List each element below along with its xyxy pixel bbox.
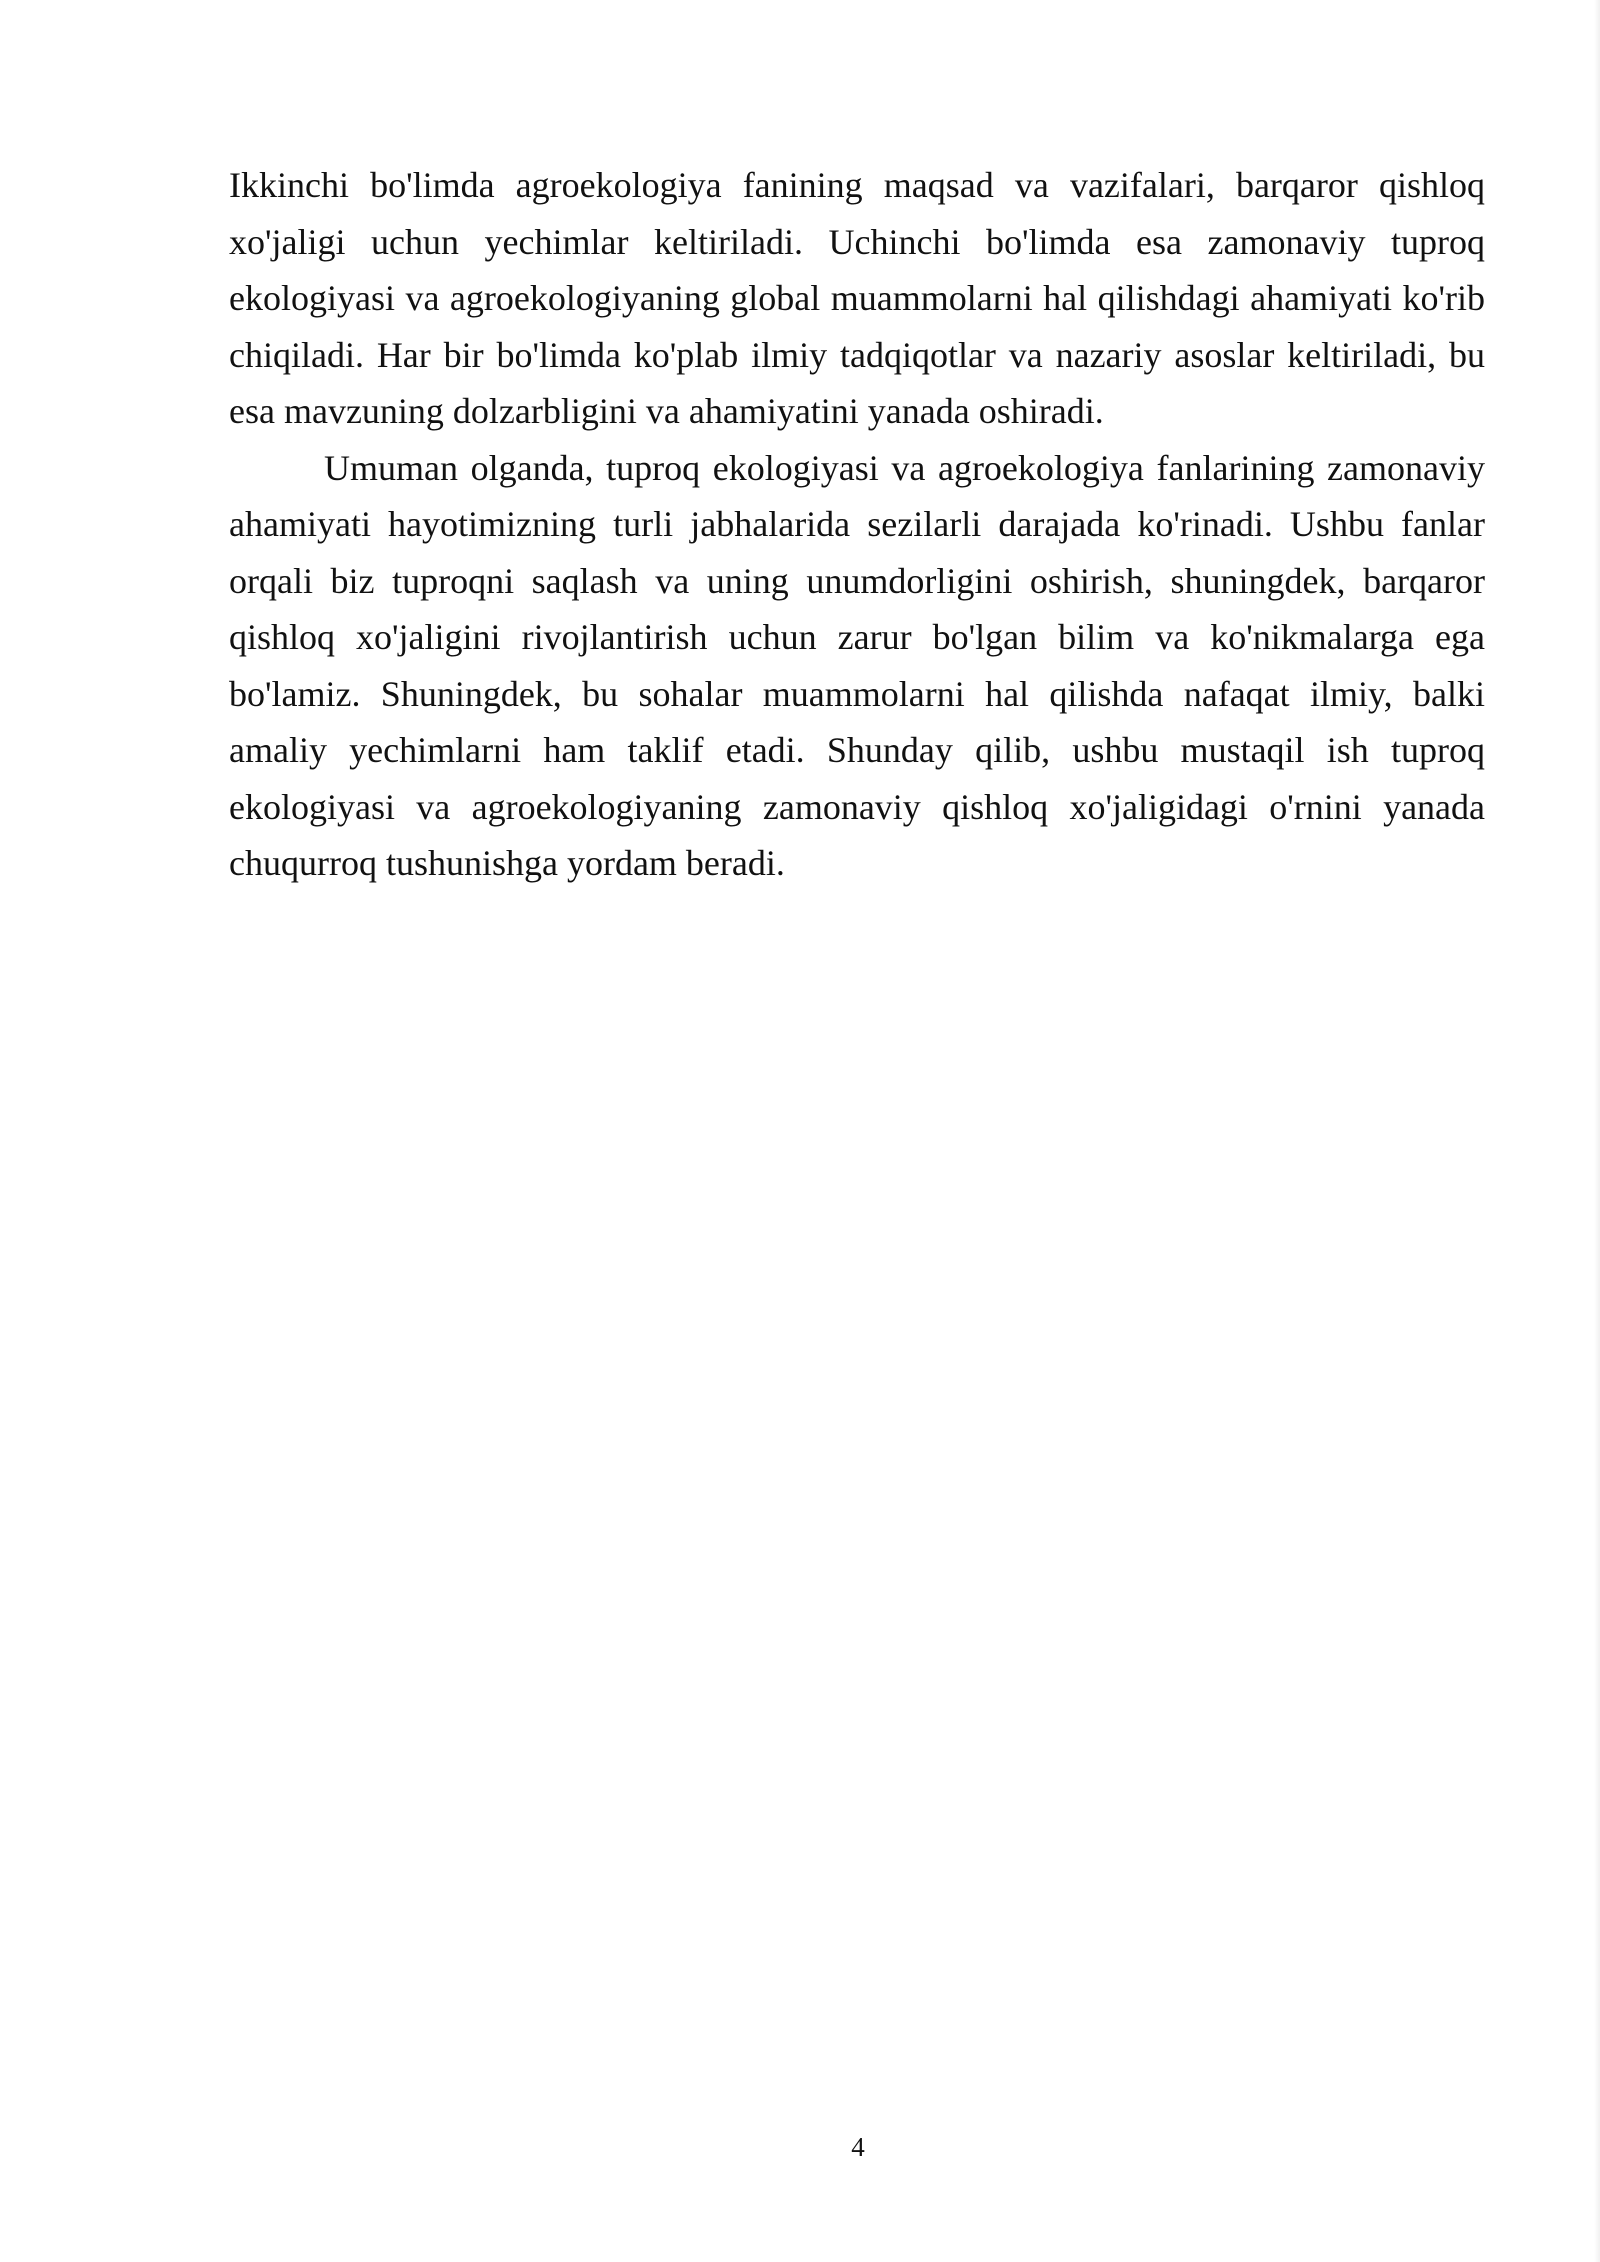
paragraph-conclusion: Umuman olganda, tuproq ekologiyasi va agroekologiya fanlarining zamonaviy ahamiyati hayotimizning turli jabhalarida sezilarli darajada ko'rinadi. Ushbu fanlar orqali biz tuproqni saqlash va uning unumdorligini oshirish, shuningdek, barqaror qishloq xo'jaligini rivojlantirish uchun zarur bo'lgan bilim va ko'nikmalarga ega bo'lamiz. Shuningdek, bu sohalar muammolarni hal qilishda nafaqat ilmiy, balki amaliy yechimlarni ham taklif etadi. Shunday qilib, ushbu mustaqil ish tuproq ekologiyasi va agroekologiyaning zamonaviy qishloq xo'jaligidagi o'rnini yanada chuqurroq tushunishga yordam beradi.	[229, 447, 1485, 883]
page-edge-shadow	[1594, 0, 1600, 2262]
page-number: 4	[851, 2132, 865, 2162]
document-body	[229, 157, 1485, 892]
paragraph-continuation: Ikkinchi bo'limda agroekologiya fanining maqsad va vazifalari, barqaror qishloq xo'jaligi uchun yechimlar keltiriladi. Uchinchi bo'limda esa zamonaviy tuproq ekologiyasi va agroekologiyaning global muammolarni hal qilishdagi ahamiyati ko'rib chiqiladi. Har bir bo'limda ko'plab ilmiy tadqiqotlar va nazariy asoslar keltiriladi, bu esa mavzuning dolzarbligini va ahamiyatini yanada oshiradi.	[229, 165, 1485, 431]
